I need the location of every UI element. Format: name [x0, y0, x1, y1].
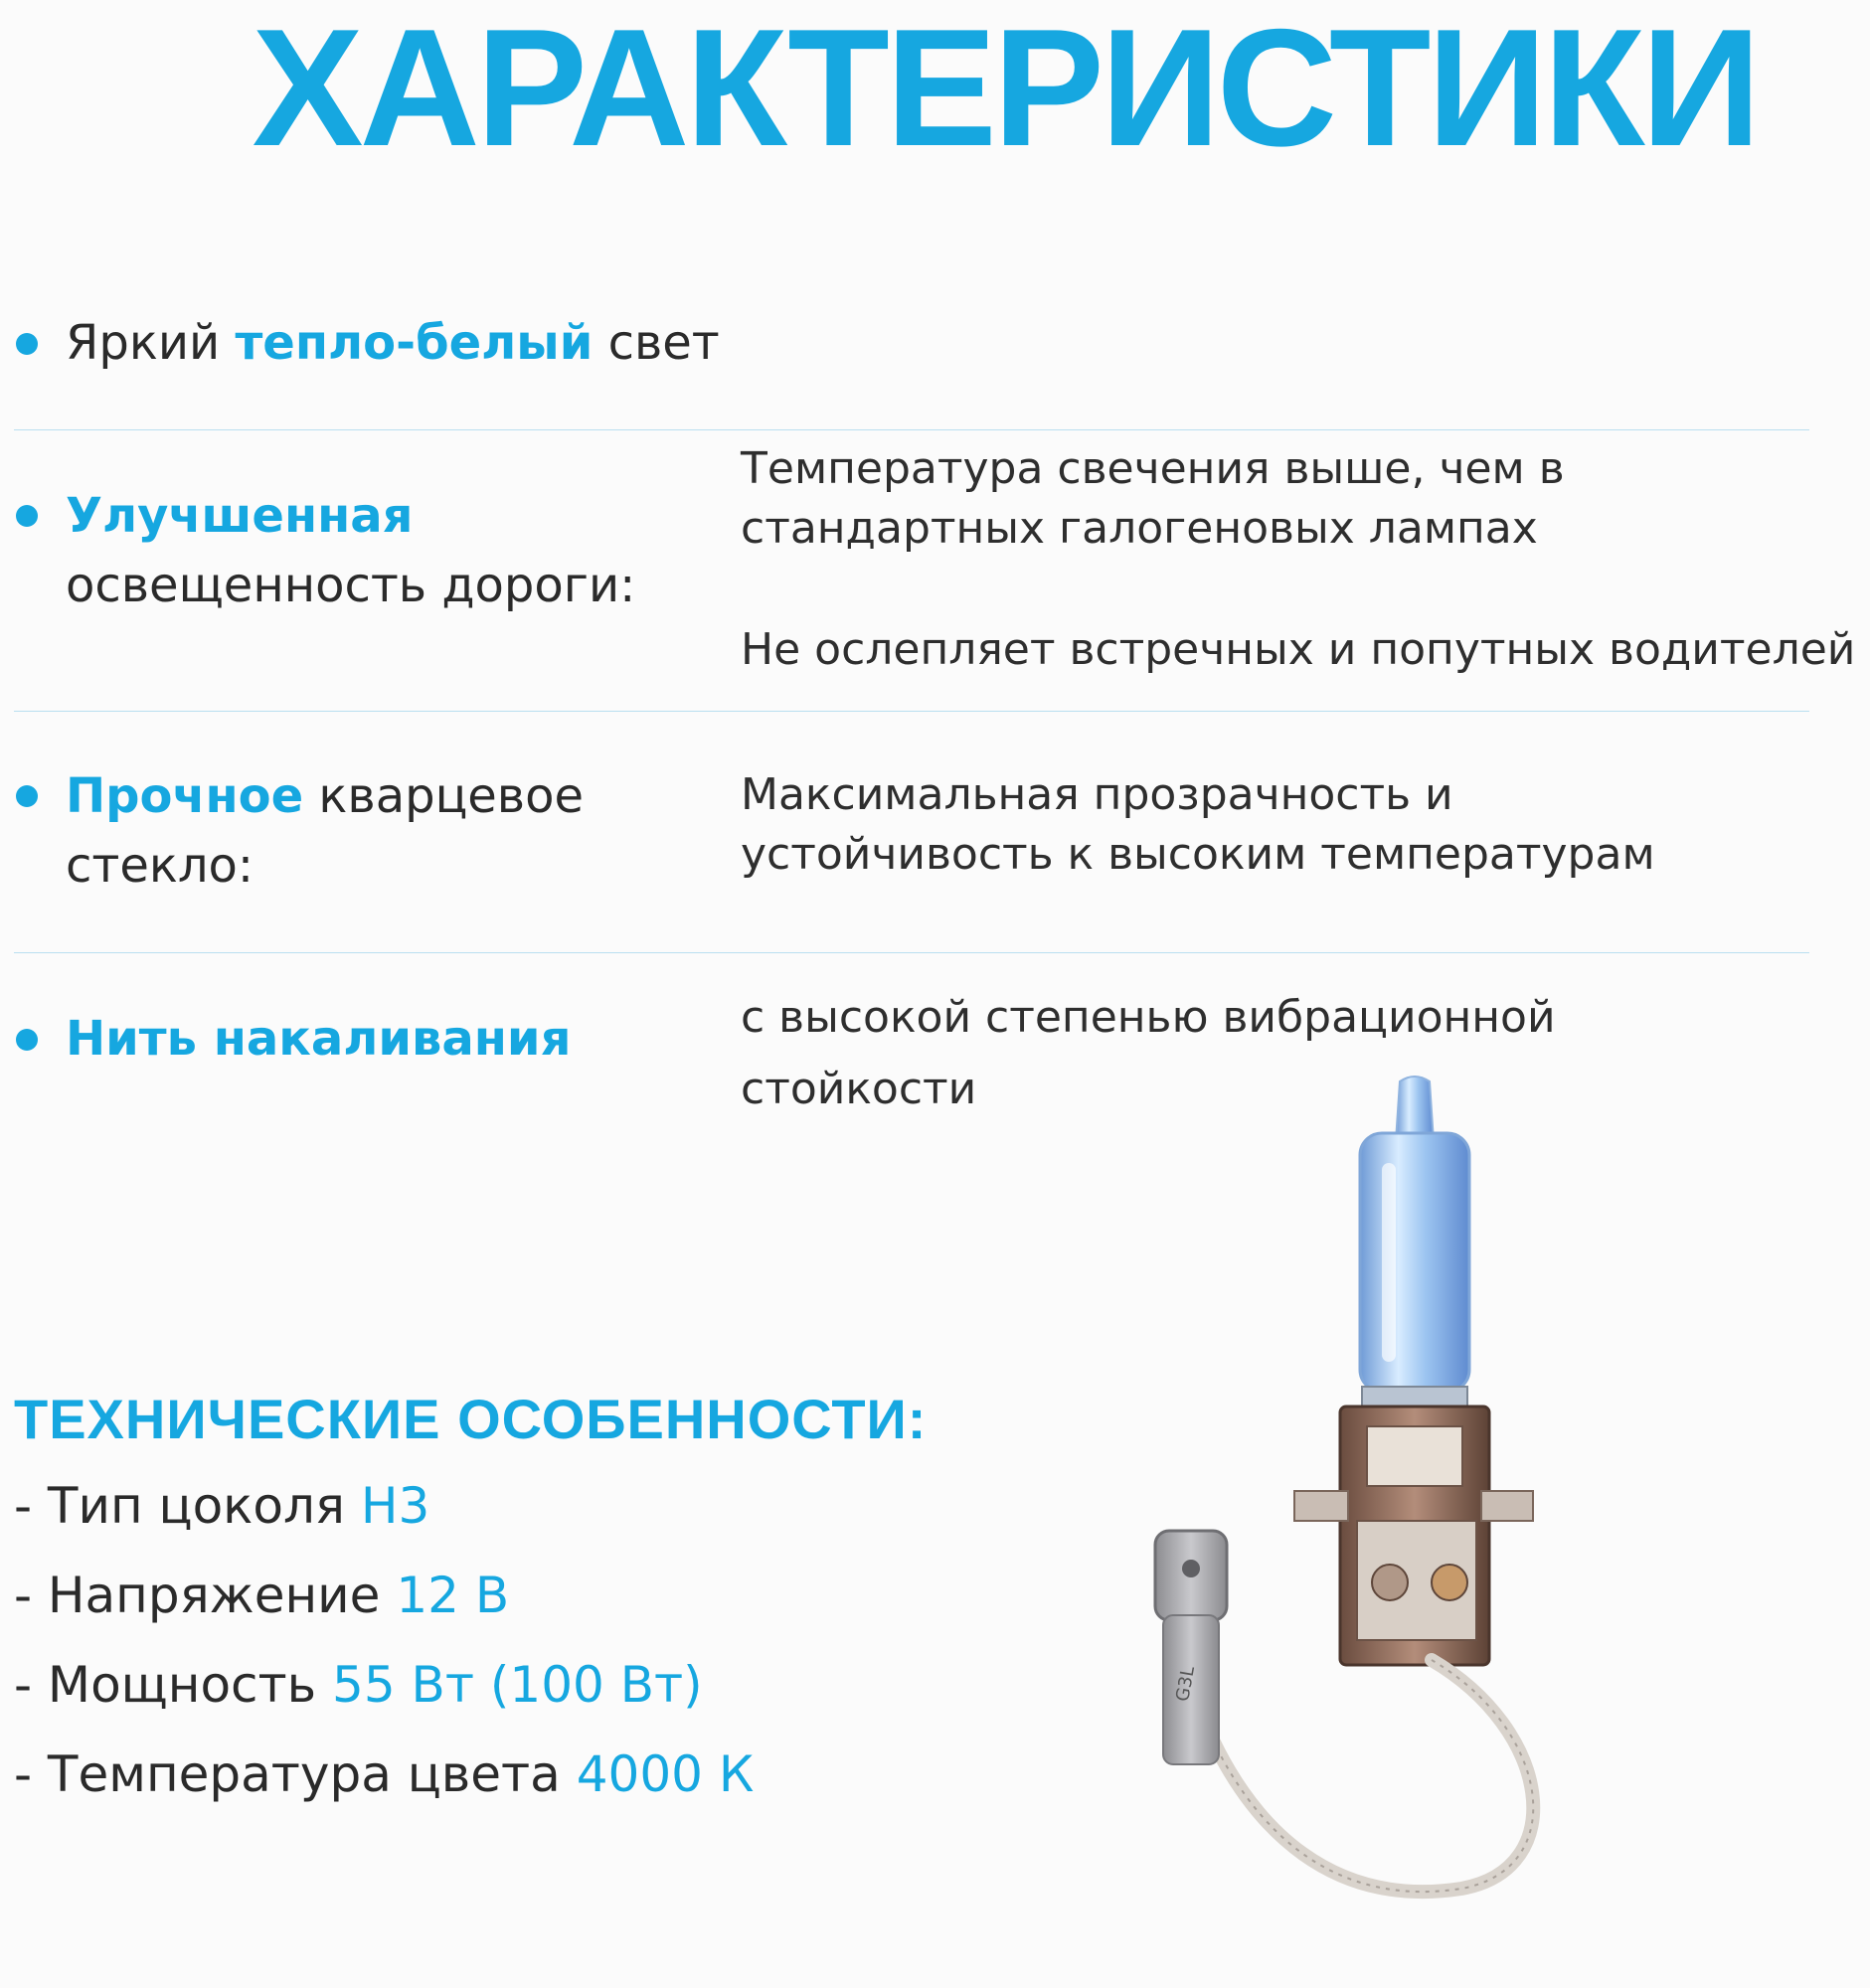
feature-2-desc-line2: стандартных галогеновых лампах: [741, 503, 1538, 554]
tech-heading: ТЕХНИЧЕСКИЕ ОСОБЕННОСТИ:: [14, 1388, 928, 1450]
feature-2-line2: освещенность дороги:: [66, 558, 636, 613]
feature-4-desc-line2: стойкости: [741, 1064, 977, 1114]
spec-row: [14, 1650, 703, 1720]
spec-value: H3: [360, 1477, 430, 1535]
bullet-icon: [16, 505, 38, 527]
spec-row: [14, 1471, 429, 1541]
spec-value: 55 Вт (100 Вт): [332, 1656, 703, 1714]
feature-2-desc-line3: Не ослепляет встречных и попутных водителей: [741, 624, 1856, 675]
spec-label: - Тип цоколя: [14, 1477, 361, 1535]
connector-marking: G3L: [1172, 1664, 1200, 1704]
spec-label: - Температура цвета: [14, 1745, 577, 1803]
spec-value: 4000 К: [576, 1745, 755, 1803]
spec-row: [14, 1740, 754, 1809]
page-title: ХАРАКТЕРИСТИКИ: [252, 0, 1758, 181]
feature-2-description: [741, 439, 1855, 680]
spec-label: - Напряжение: [14, 1567, 397, 1624]
feature-2: [66, 481, 635, 620]
feature-1-accent: тепло-белый: [235, 315, 594, 371]
feature-3-desc-line1: Максимальная прозрачность и: [741, 769, 1453, 820]
feature-4-desc-line1: с высокой степенью вибрационной: [741, 992, 1556, 1043]
bulb-glass: [1360, 1133, 1469, 1392]
bullet-icon: [16, 1029, 38, 1051]
bulb-tip: [1396, 1077, 1434, 1141]
spec-row: [14, 1561, 509, 1630]
feature-3-desc-line2: устойчивость к высоким температурам: [741, 829, 1655, 880]
bullet-icon: [16, 785, 38, 807]
bulb-wire: [1208, 1660, 1533, 1892]
feature-2-desc-line1: Температура свечения выше, чем в: [741, 443, 1565, 494]
feature-2-accent: Улучшенная: [66, 488, 414, 544]
divider: [14, 429, 1809, 430]
feature-3-description: [741, 765, 1655, 885]
feature-1: [66, 308, 720, 378]
feature-3-line2: стекло:: [66, 838, 255, 894]
feature-3-accent: Прочное: [66, 768, 304, 824]
feature-4: [66, 1004, 571, 1074]
spec-value: 12 В: [396, 1567, 510, 1624]
divider: [14, 711, 1809, 712]
bullet-icon: [16, 333, 38, 355]
feature-4-accent: Нить накаливания: [66, 1011, 572, 1067]
spec-label: - Мощность: [14, 1656, 333, 1714]
divider: [14, 952, 1809, 953]
bulb-image: [1133, 1074, 1690, 1908]
feature-1-text-after: свет: [593, 315, 720, 371]
feature-1-text-before: Яркий: [66, 315, 236, 371]
feature-3-text-after: кварцевое: [303, 768, 584, 824]
bulb-flange: [1294, 1491, 1348, 1521]
feature-3: [66, 761, 584, 901]
